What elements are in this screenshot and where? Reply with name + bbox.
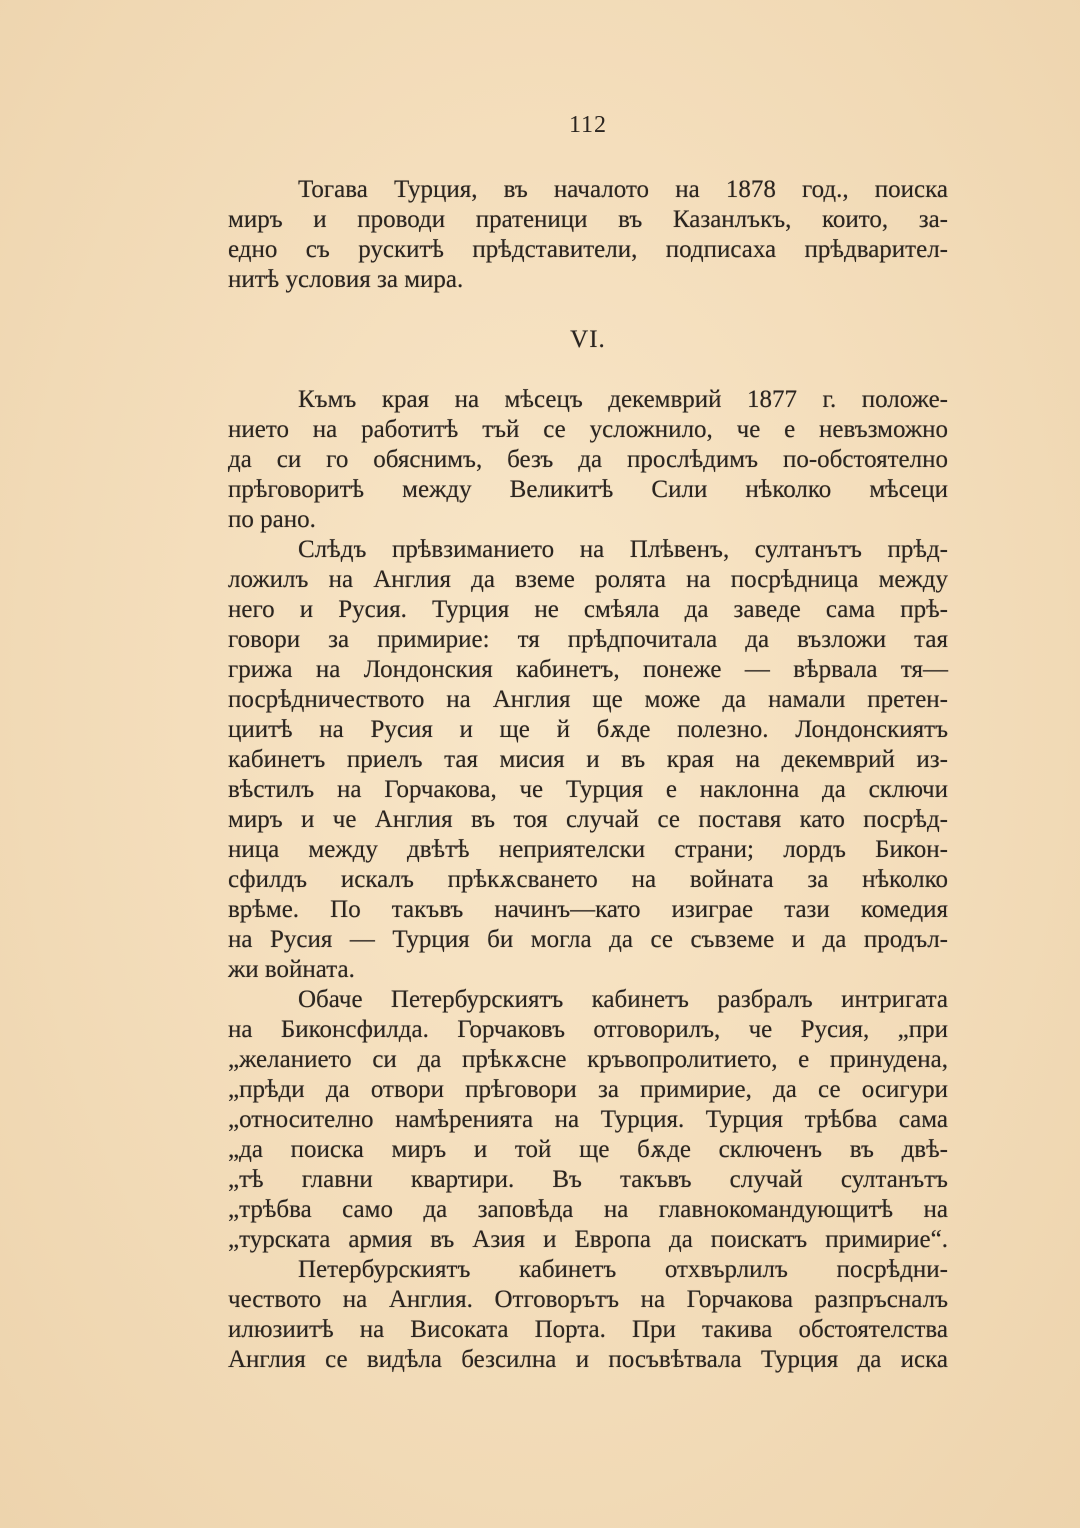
text-line: чеството на Англия. Отговорътъ на Горчакова разпръсналъ — [228, 1286, 948, 1313]
paragraph — [228, 385, 948, 535]
text-line: грижа на Лондонския кабинетъ, понеже — вѣрвала тя— — [228, 656, 948, 683]
text-line: „желанието си да прѣкѫсне кръвопролитието, е принудена, — [228, 1046, 948, 1073]
text-block — [228, 175, 948, 1375]
text-line: ложилъ на Англия да вземе ролята на посрѣдница между — [228, 566, 948, 593]
paragraph — [228, 175, 948, 295]
text-line: „да поиска миръ и той ще бѫде сключенъ въ двѣ- — [228, 1136, 948, 1163]
text-line: едно съ рускитѣ прѣдставители, подписаха прѣдварител- — [228, 236, 948, 263]
text-line: на Русия — Турция би могла да се съвземе и да продъл- — [228, 926, 948, 953]
text-line: вѣстилъ на Горчакова, че Турция е наклонна да сключи — [228, 776, 948, 803]
text-line: говори за примирие: тя прѣдпочитала да възложи тая — [228, 626, 948, 653]
text-line: прѣговоритѣ между Великитѣ Сили нѣколко мѣсеци — [228, 476, 948, 503]
text-line: циитѣ на Русия и ще й бѫде полезно. Лондонскиятъ — [228, 716, 948, 743]
paragraph — [228, 985, 948, 1255]
text-line: на Биконсфилда. Горчаковъ отговорилъ, че Русия, „при — [228, 1016, 948, 1043]
text-line: ница между двѣтѣ неприятелски страни; лордъ Бикон- — [228, 836, 948, 863]
text-line: Тогава Турция, въ началото на 1878 год., поиска — [298, 176, 948, 203]
text-line: Слѣдъ прѣвзиманието на Плѣвенъ, султанътъ прѣд- — [298, 536, 948, 563]
text-line: Обаче Петербурскиятъ кабинетъ разбралъ интригата — [298, 986, 948, 1013]
text-line: Петербурскиятъ кабинетъ отхвърлилъ посрѣдни- — [298, 1256, 948, 1283]
page-number: 112 — [568, 112, 608, 138]
text-line: „турската армия въ Азия и Европа да поискатъ примирие“. — [228, 1226, 948, 1253]
text-line: кабинетъ приелъ тая мисия и въ края на декемврий из- — [228, 746, 948, 773]
text-line: да си го обяснимъ, безъ да прослѣдимъ по-обстоятелно — [228, 446, 948, 473]
paragraph — [228, 1255, 948, 1375]
text-line: нието на работитѣ тъй се усложнило, че е невъзможно — [228, 416, 948, 443]
text-line: Англия се видѣла безсилна и посъвѣтвала Турция да иска — [228, 1346, 948, 1373]
text-line: него и Русия. Турция не смѣяла да заведе сама прѣ- — [228, 596, 948, 623]
paragraph — [228, 535, 948, 985]
text-line: врѣме. По такъвъ начинъ—като изиграе тази комедия — [228, 896, 948, 923]
text-line: илюзиитѣ на Високата Порта. При такива обстоятелства — [228, 1316, 948, 1343]
section-heading: VI. — [570, 326, 606, 353]
text-line: „относително намѣренията на Турция. Турция трѣбва сама — [228, 1106, 948, 1133]
text-line: посрѣдничеството на Англия ще може да намали претен- — [228, 686, 948, 713]
text-line: миръ и че Англия въ тоя случай се поставя като посрѣд- — [228, 806, 948, 833]
text-line: нитѣ условия за мира. — [228, 266, 464, 293]
text-line: по рано. — [228, 506, 316, 533]
text-line: жи войната. — [228, 956, 355, 983]
text-line: „тѣ главни квартири. Въ такъвъ случай султанътъ — [228, 1166, 948, 1193]
text-line: миръ и проводи пратеници въ Казанлъкъ, които, за- — [228, 206, 948, 233]
text-line: сфилдъ искалъ прѣкѫсването на войната за нѣколко — [228, 866, 948, 893]
text-line: „прѣди да отвори прѣговори за примирие, да се осигури — [228, 1076, 948, 1103]
text-line: „трѣбва само да заповѣда на главнокомандующитѣ на — [228, 1196, 948, 1223]
text-line: Къмъ края на мѣсецъ декемврий 1877 г. положе- — [298, 386, 948, 413]
